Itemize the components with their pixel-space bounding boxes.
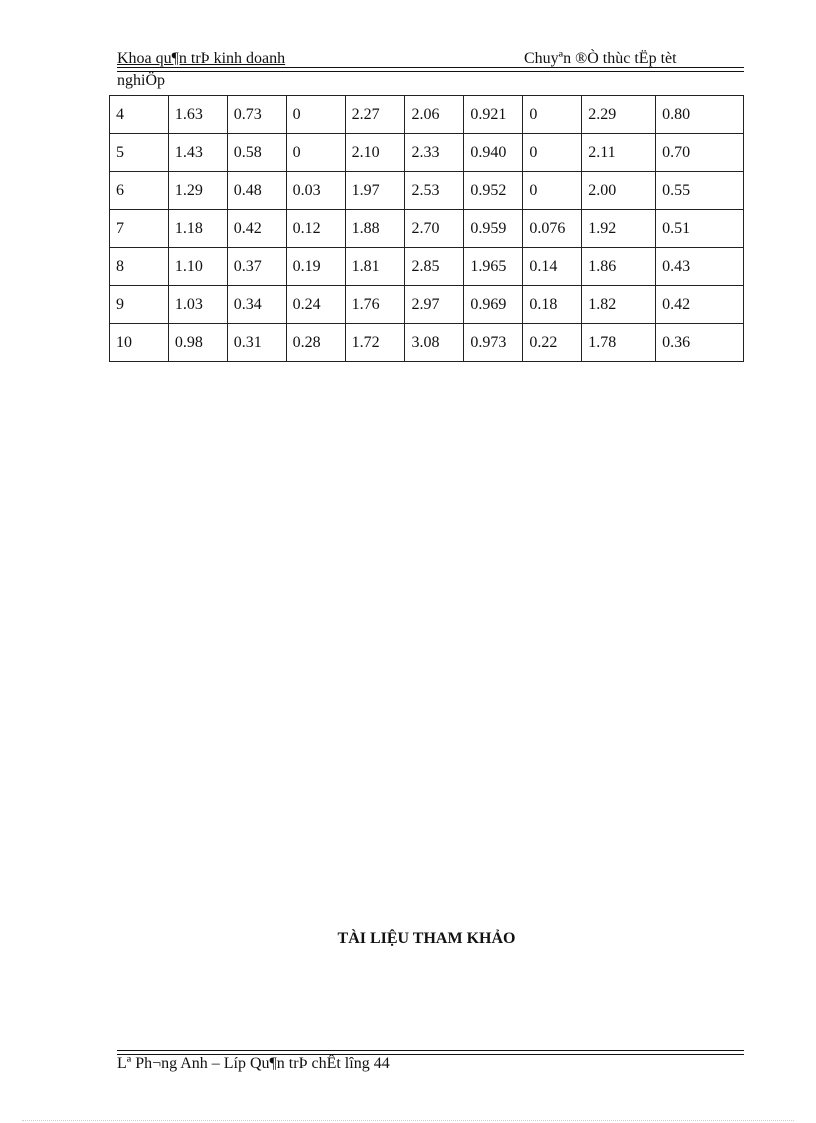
table-cell: 1.63	[168, 96, 227, 134]
table-cell: 0.952	[464, 172, 523, 210]
table-cell: 1.03	[168, 286, 227, 324]
header-faculty: Khoa qu¶n trÞ kinh doanh	[117, 50, 286, 67]
header-report-title-continued: nghiÖp	[117, 72, 165, 89]
table-cell: 0.55	[656, 172, 744, 210]
table-cell: 0.43	[656, 248, 744, 286]
table-cell: 0.36	[656, 324, 744, 362]
table-cell: 8	[110, 248, 169, 286]
table-cell: 0.42	[227, 210, 286, 248]
table-row	[110, 324, 744, 362]
table-cell: 2.33	[405, 134, 464, 172]
table-row	[110, 286, 744, 324]
table-cell: 1.29	[168, 172, 227, 210]
table-cell: 0.73	[227, 96, 286, 134]
table-cell: 0	[523, 96, 582, 134]
table-cell: 1.43	[168, 134, 227, 172]
table-cell: 0.18	[523, 286, 582, 324]
table-cell: 2.11	[582, 134, 656, 172]
table-cell: 0.076	[523, 210, 582, 248]
table-cell: 0.31	[227, 324, 286, 362]
table-cell: 0.940	[464, 134, 523, 172]
table-cell: 3.08	[405, 324, 464, 362]
table-cell: 0.34	[227, 286, 286, 324]
table-cell: 1.78	[582, 324, 656, 362]
table-cell: 5	[110, 134, 169, 172]
table-cell: 2.00	[582, 172, 656, 210]
table-cell: 0	[286, 134, 345, 172]
table-cell: 2.53	[405, 172, 464, 210]
table-cell: 0.921	[464, 96, 523, 134]
table-cell: 1.86	[582, 248, 656, 286]
table-cell: 0.24	[286, 286, 345, 324]
table-cell: 4	[110, 96, 169, 134]
table-cell: 0.70	[656, 134, 744, 172]
footer-rule-top	[117, 1050, 744, 1051]
table-cell: 1.82	[582, 286, 656, 324]
data-table-body	[110, 96, 744, 362]
table-cell: 0.48	[227, 172, 286, 210]
table-row	[110, 248, 744, 286]
table-cell: 7	[110, 210, 169, 248]
table-cell: 0.19	[286, 248, 345, 286]
table-row	[110, 96, 744, 134]
table-cell: 1.92	[582, 210, 656, 248]
table-cell: 9	[110, 286, 169, 324]
table-cell: 0	[523, 172, 582, 210]
table-cell: 0.58	[227, 134, 286, 172]
table-cell: 1.81	[345, 248, 405, 286]
table-cell: 1.965	[464, 248, 523, 286]
table-cell: 1.76	[345, 286, 405, 324]
table-cell: 2.85	[405, 248, 464, 286]
table-cell: 0.80	[656, 96, 744, 134]
references-heading: TÀI LIỆU THAM KHẢO	[337, 930, 516, 947]
table-cell: 0.98	[168, 324, 227, 362]
table-cell: 2.70	[405, 210, 464, 248]
table-cell: 6	[110, 172, 169, 210]
page-bottom-border	[22, 1120, 794, 1121]
table-cell: 0.03	[286, 172, 345, 210]
footer-author-class: Lª Ph¬ng Anh – Líp Qu¶n trÞ chÊt lîng 44	[117, 1055, 390, 1072]
table-cell: 0.959	[464, 210, 523, 248]
table-cell: 1.18	[168, 210, 227, 248]
table-cell: 0.12	[286, 210, 345, 248]
header-rule-top	[117, 67, 744, 68]
table-cell: 2.10	[345, 134, 405, 172]
table-cell: 2.97	[405, 286, 464, 324]
table-cell: 1.72	[345, 324, 405, 362]
table-row	[110, 172, 744, 210]
table-cell: 0.42	[656, 286, 744, 324]
table-cell: 0.37	[227, 248, 286, 286]
header-report-title: Chuyªn ®Ò thùc tËp tèt	[524, 50, 677, 67]
table-cell: 10	[110, 324, 169, 362]
table-cell: 0	[286, 96, 345, 134]
table-cell: 2.29	[582, 96, 656, 134]
table-cell: 0.28	[286, 324, 345, 362]
table-row	[110, 210, 744, 248]
table-cell: 1.97	[345, 172, 405, 210]
table-cell: 0.14	[523, 248, 582, 286]
table-cell: 2.06	[405, 96, 464, 134]
header-rule-bottom	[117, 71, 744, 72]
data-table	[109, 95, 744, 362]
table-cell: 0.969	[464, 286, 523, 324]
table-cell: 0.51	[656, 210, 744, 248]
table-cell: 1.10	[168, 248, 227, 286]
table-row	[110, 134, 744, 172]
table-cell: 1.88	[345, 210, 405, 248]
table-cell: 2.27	[345, 96, 405, 134]
table-cell: 0	[523, 134, 582, 172]
table-cell: 0.22	[523, 324, 582, 362]
table-cell: 0.973	[464, 324, 523, 362]
